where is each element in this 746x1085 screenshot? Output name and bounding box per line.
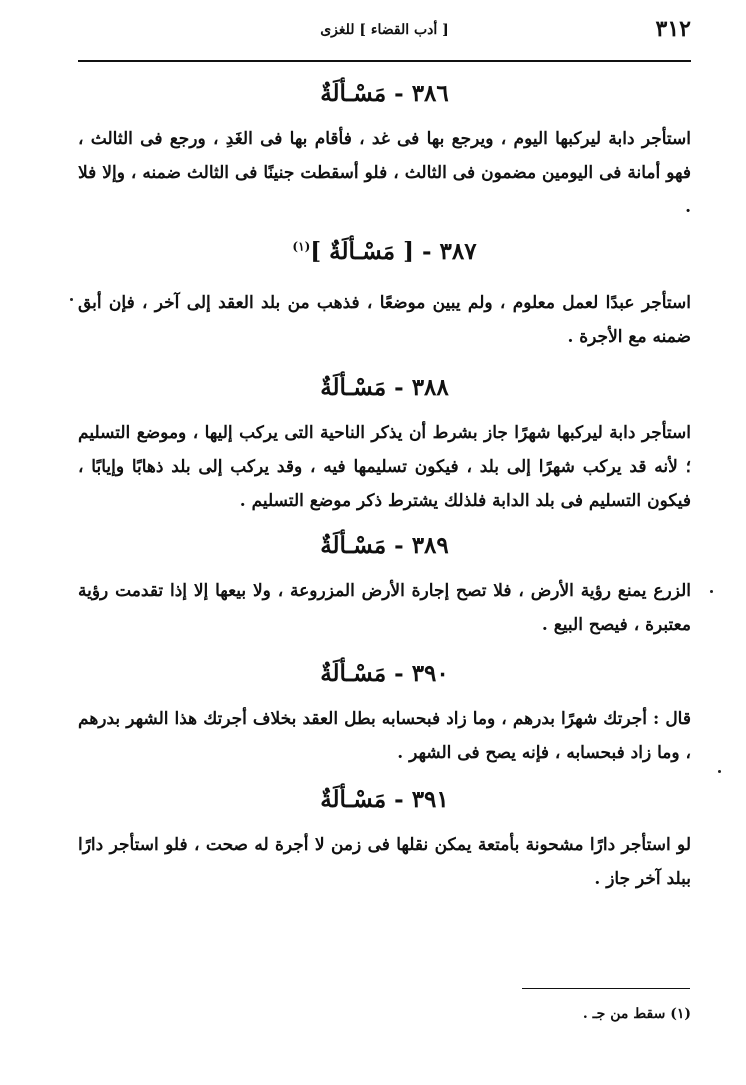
section-paragraph-386: استأجر دابة ليركبها اليوم ، ويرجع بها فى غد ، فأقام بها فى الغَدِ ، ورجع فى الثالث ، فهو أمانة فى اليومين مضمون فى الثالث ، فلو أسقطت جنينًا فى الثالث ضمنه ، وإلا فلا .	[78, 129, 691, 217]
section-paragraph-388: استأجر دابة ليركبها شهرًا جاز بشرط أن يذكر الناحية التى يركب إليها ، وموضع التسليم ؛ لأنه قد يركب شهرًا إلى بلد ، فيكون تسليمها فيه ، وقد يركب إلى بلد ذهابًا وإيابًا ، فيكون التسليم فى بلد الدابة فلذلك يشترط ذكر موضع التسليم .	[78, 423, 691, 511]
footnote-mark: (١)	[292, 239, 311, 254]
section-paragraph-387: استأجر عبدًا لعمل معلوم ، ولم يبين موضعًا ، فذهب من بلد العقد إلى آخر ، فإن أبق ضمنه مع الأجرة .	[78, 293, 691, 347]
scan-speck	[710, 590, 713, 593]
section-paragraph-390: قال : أجرتك شهرًا بدرهم ، وما زاد فبحسابه بطل العقد بخلاف أجرتك هذا الشهر بدرهم ، وما زاد فبحسابه ، فإنه يصح فى الشهر .	[78, 709, 691, 763]
section-paragraph-389: الزرع يمنع رؤية الأرض ، فلا تصح إجارة الأرض المزروعة ، ولا بيعها إلا إذا تقدمت رؤية معتبرة ، فيصح البيع .	[78, 581, 691, 635]
section-title-text: ٣٨٦ - مَسْـألَةٌ	[320, 80, 449, 107]
footnote-text: (١) سقط من جـ .	[582, 1006, 691, 1022]
page-body	[78, 72, 691, 896]
section-title-391	[78, 778, 691, 822]
page-header	[78, 14, 691, 54]
section-title-390	[78, 652, 691, 696]
page-number: ٣١٢	[655, 16, 691, 42]
section-title-389	[78, 524, 691, 568]
section-title-text: ٣٨٩ - مَسْـألَةٌ	[320, 532, 449, 559]
section-title-387	[78, 230, 691, 274]
section-paragraph-391: لو استأجر دارًا مشحونة بأمتعة يمكن نقلها فى زمن لا أجرة له صحت ، فلو استأجر دارًا ببلد آخر جاز .	[78, 835, 691, 889]
header-rule	[78, 60, 691, 62]
footnote-rule	[522, 988, 690, 989]
section-title-386	[78, 72, 691, 116]
section-title-text: ٣٩٠ - مَسْـألَةٌ	[320, 660, 449, 687]
section-title-text: ٣٩١ - مَسْـألَةٌ	[320, 786, 449, 813]
scan-speck	[718, 770, 721, 773]
scan-speck	[70, 298, 73, 301]
section-title-text: ٣٨٨ - مَسْـألَةٌ	[320, 374, 449, 401]
running-title: [ أدب القضاء ] للغزى	[320, 22, 449, 38]
section-title-text: ٣٨٧ - [ مَسْـألَةٌ ]	[310, 238, 477, 265]
section-title-388	[78, 366, 691, 410]
